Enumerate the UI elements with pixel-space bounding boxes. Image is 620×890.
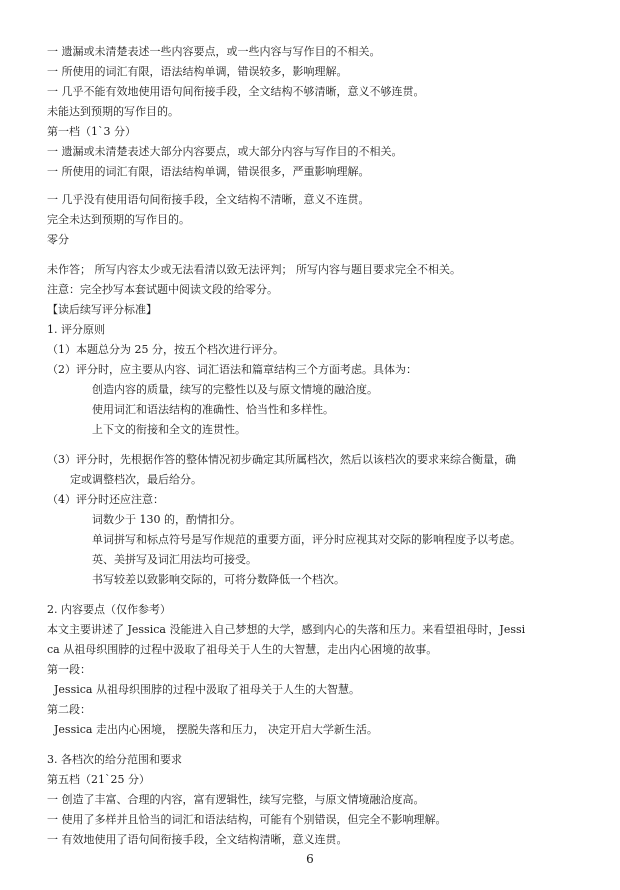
text-line: 一 几乎没有使用语句间衔接手段，全文结构不清晰，意义不连贯。	[47, 193, 370, 206]
section-heading: 3. 各档次的给分范围和要求	[47, 753, 182, 766]
text-line: 一 所使用的词汇有限，语法结构单调，错误很多，严重影响理解。	[47, 165, 370, 178]
text-line: Jessica 走出内心困境， 摆脱失落和压力， 决定开启大学新生活。	[54, 723, 378, 736]
page-number: 6	[306, 852, 314, 866]
text-line: 一 遗漏或未清楚表述大部分内容要点，或大部分内容与写作目的不相关。	[47, 145, 403, 158]
text-line: 一 遗漏或未清楚表述一些内容要点，或一些内容与写作目的不相关。	[47, 45, 381, 58]
text-line: 上下文的衔接和全文的连贯性。	[92, 423, 246, 436]
text-line: Jessica 从祖母织围脖的过程中汲取了祖母关于人生的大智慧。	[54, 683, 360, 696]
text-line: （1）本题总分为 25 分，按五个档次进行评分。	[47, 343, 284, 356]
text-line: 一 几乎不能有效地使用语句间衔接手段，全文结构不够清晰，意义不够连贯。	[47, 85, 425, 98]
section-heading: 【读后续写评分标准】	[47, 303, 157, 316]
text-line: 定或调整档次，最后给分。	[70, 473, 202, 486]
text-line: 一 所使用的词汇有限，语法结构单调，错误较多，影响理解。	[47, 65, 348, 78]
text-line: 英、美拼写及词汇用法均可接受。	[92, 553, 257, 566]
text-line: 本文主要讲述了 Jessica 没能进入自己梦想的大学，感到内心的失落和压力。来看望祖母时，Jessi	[47, 623, 526, 636]
text-line: （4）评分时还应注意：	[47, 493, 164, 506]
section-heading: 第一档（1`3 分）	[47, 125, 136, 138]
text-line: 一 有效地使用了语句间衔接手段，全文结构清晰，意义连贯。	[47, 833, 348, 846]
section-heading: 2. 内容要点（仅作参考）	[47, 603, 171, 616]
text-line: 完全未达到预期的写作目的。	[47, 213, 190, 226]
text-line: 一 创造了丰富、合理的内容，富有逻辑性，续写完整，与原文情境融洽度高。	[47, 793, 425, 806]
text-line: 未能达到预期的写作目的。	[47, 105, 179, 118]
text-line: 第二段：	[47, 703, 91, 716]
text-line: 词数少于 130 的，酌情扣分。	[92, 513, 241, 526]
text-line: 一 使用了多样并且恰当的词汇和语法结构，可能有个别错误，但完全不影响理解。	[47, 813, 447, 826]
text-line: （3）评分时，先根据作答的整体情况初步确定其所属档次，然后以该档次的要求来综合衡量，确	[47, 453, 516, 466]
section-heading: 1. 评分原则	[47, 323, 105, 336]
text-line: 书写较差以致影响交际的，可将分数降低一个档次。	[92, 573, 345, 586]
text-line: 注意：完全抄写本套试题中阅读文段的给零分。	[47, 283, 278, 296]
section-heading: 零分	[47, 233, 69, 246]
text-line: 创造内容的质量，续写的完整性以及与原文情境的融洽度。	[92, 383, 378, 396]
text-line: 单词拼写和标点符号是写作规范的重要方面，评分时应视其对交际的影响程度予以考虑。	[92, 533, 521, 546]
text-line: （2）评分时，应主要从内容、词汇语法和篇章结构三个方面考虑。具体为：	[47, 363, 417, 376]
text-line: 未作答； 所写内容太少或无法看清以致无法评判； 所写内容与题目要求完全不相关。	[47, 263, 461, 276]
section-heading: 第五档（21`25 分）	[47, 773, 150, 786]
text-line: ca 从祖母织围脖的过程中汲取了祖母关于人生的大智慧，走出内心困境的故事。	[47, 643, 438, 656]
text-line: 第一段：	[47, 663, 91, 676]
text-line: 使用词汇和语法结构的准确性、恰当性和多样性。	[92, 403, 334, 416]
